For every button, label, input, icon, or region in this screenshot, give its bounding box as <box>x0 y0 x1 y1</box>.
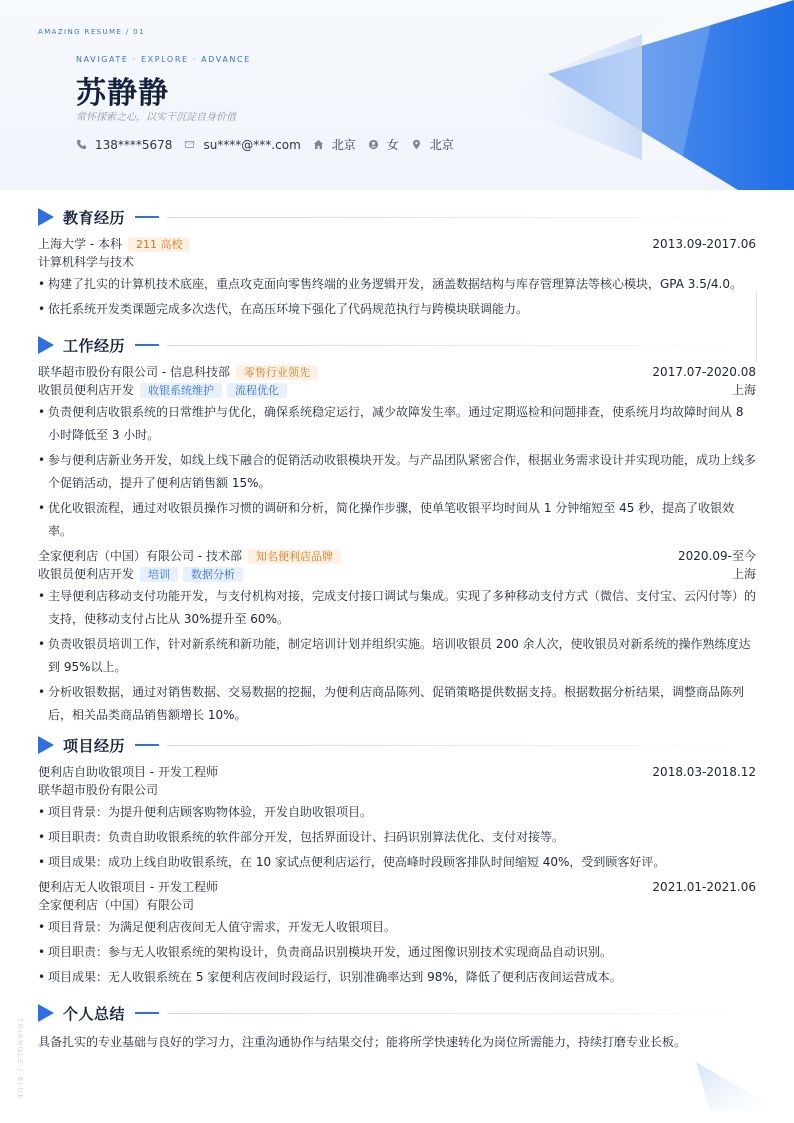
section-accent-dash <box>135 1012 159 1014</box>
company-name: 联华超市股份有限公司 - 信息科技部 <box>38 365 230 379</box>
job-role: 收银员便利店开发 <box>38 383 135 397</box>
contact-home <box>313 136 356 153</box>
section-divider <box>167 745 756 746</box>
candidate-name: 苏静静 <box>76 76 169 111</box>
section-header <box>38 735 756 755</box>
skill-tag: 流程优化 <box>227 383 287 398</box>
list-item: • 分析收银数据，通过对销售数据、交易数据的挖掘，为便利店商品陈列、促销策略提供数据支持。根据数据分析结果，调整商品陈列后，相关品类商品销售额增长 10%。 <box>38 681 756 727</box>
list-item: • 参与便利店新业务开发，如线上线下融合的促销活动收银模块开发。与产品团队紧密合作，根据业务需求设计并实现功能，成功上线多个促销活动，提升了便利店销售额 15%。 <box>38 449 756 495</box>
list-item: • 项目成果：成功上线自助收银系统，在 10 家试点便利店运行，使高峰时段顾客排队时间缩短 40%，受到顾客好评。 <box>38 851 756 874</box>
section-accent-dash <box>135 216 159 218</box>
project-date: 2018.03-2018.12 <box>652 765 756 779</box>
project-date: 2021.01-2021.06 <box>652 880 756 894</box>
major: 计算机科学与技术 <box>38 255 135 269</box>
project-org: 联华超市股份有限公司 <box>38 783 159 797</box>
gender-text: 女 <box>386 138 399 152</box>
work-date: 2017.07-2020.08 <box>652 365 756 379</box>
education-section <box>38 207 756 323</box>
work-section <box>38 335 756 729</box>
contact-email <box>184 138 300 152</box>
list-item: • 优化收银流程，通过对收银员操作习惯的调研和分析，简化操作步骤，使单笔收银平均时间从 1 分钟缩短至 45 秒，提高了收银效率。 <box>38 497 756 543</box>
section-header <box>38 335 756 355</box>
motto: 常怀探索之心，以实干沉淀自身价值 <box>76 112 236 123</box>
section-divider <box>167 1013 756 1014</box>
projects-section <box>38 735 756 991</box>
list-item: • 项目职责：参与无人收银系统的架构设计，负责商品识别模块开发，通过图像识别技术实现商品自动识别。 <box>38 941 756 964</box>
skill-tag: 培训 <box>140 567 178 582</box>
list-item: • 依托系统开发类课题完成多次迭代，在高压环境下强化了代码规范执行与跨模块联调能力。 <box>38 298 756 321</box>
list-item: • 负责收银员培训工作，针对新系统和新功能，制定培训计划并组织实施。培训收银员 200 余人次，使收银员对新系统的操作熟练度达到 95%以上。 <box>38 633 756 679</box>
work-entry <box>38 363 756 543</box>
list-item: • 项目背景：为提升便利店顾客购物体验，开发自助收银项目。 <box>38 801 756 824</box>
work-date: 2020.09-至今 <box>678 549 756 563</box>
tagline: NAVIGATE · EXPLORE · ADVANCE <box>76 55 251 64</box>
home-icon <box>313 139 324 150</box>
triangle-icon <box>38 208 54 226</box>
section-title: 项目经历 <box>63 736 126 755</box>
education-bullets <box>38 273 756 321</box>
section-accent-dash <box>135 344 159 346</box>
project-name: 便利店无人收银项目 - 开发工程师 <box>38 880 218 894</box>
phone-icon <box>76 139 87 150</box>
project-name: 便利店自助收银项目 - 开发工程师 <box>38 765 218 779</box>
section-divider <box>167 217 756 218</box>
company-tag: 知名便利店品牌 <box>248 549 341 564</box>
triangle-icon <box>38 736 54 754</box>
school-name: 上海大学 - 本科 <box>38 237 122 251</box>
list-item: • 主导便利店移动支付功能开发，与支付机构对接，完成支付接口调试与集成。实现了多种移动支付方式（微信、支付宝、云闪付等）的支持，使移动支付占比从 30%提升至 60%。 <box>38 585 756 631</box>
phone-text: 138****5678 <box>95 137 173 152</box>
email-text: su****@***.com <box>203 137 301 152</box>
work-city: 上海 <box>731 567 756 581</box>
location-pin-icon <box>411 139 422 150</box>
contact-gender <box>368 136 399 153</box>
work-city: 上海 <box>731 383 756 397</box>
section-header <box>38 1003 756 1023</box>
section-title: 工作经历 <box>63 336 126 355</box>
list-item: • 构建了扎实的计算机技术底座，重点攻克面向零售终端的业务逻辑开发，涵盖数据结构与库存管理算法等核心模块，GPA 3.5/4.0。 <box>38 273 756 296</box>
project-org: 全家便利店（中国）有限公司 <box>38 898 195 912</box>
side-watermark-text: TRIANGLE / BLUE <box>16 1018 24 1101</box>
school-tag: 211 高校 <box>128 237 191 252</box>
work-bullets <box>38 585 756 727</box>
list-item: • 项目成果：无人收银系统在 5 家便利店夜间时段运行，识别准确率达到 98%，降低了便利店夜间运营成本。 <box>38 966 756 989</box>
education-entry <box>38 235 756 321</box>
resume-eyebrow: AMAZING RESUME / 01 <box>38 28 145 36</box>
section-title: 个人总结 <box>63 1004 126 1023</box>
list-item: • 项目背景：为满足便利店夜间无人值守需求，开发无人收银项目。 <box>38 916 756 939</box>
list-item: • 负责便利店收银系统的日常维护与优化，确保系统稳定运行，减少故障发生率。通过定期巡检和问题排查，使系统月均故障时间从 8 小时降低至 3 小时。 <box>38 401 756 447</box>
summary-section <box>38 1003 756 1053</box>
section-accent-dash <box>135 744 159 746</box>
triangle-icon <box>38 1004 54 1022</box>
project-entry <box>38 763 756 874</box>
project-bullets <box>38 801 756 874</box>
location-text: 北京 <box>429 138 454 152</box>
contact-phone <box>76 138 172 152</box>
job-role: 收银员便利店开发 <box>38 567 135 581</box>
skill-tag: 数据分析 <box>183 567 243 582</box>
project-bullets <box>38 916 756 989</box>
work-bullets <box>38 401 756 543</box>
corner-triangle-decoration <box>690 1060 794 1123</box>
list-item: • 项目职责：负责自助收银系统的软件部分开发，包括界面设计、扫码识别算法优化、支付对接等。 <box>38 826 756 849</box>
section-header <box>38 207 756 227</box>
mail-icon <box>184 139 195 150</box>
company-tag: 零售行业领先 <box>236 365 318 380</box>
education-date: 2013.09-2017.06 <box>652 237 756 251</box>
section-title: 教育经历 <box>63 208 126 227</box>
home-text: 北京 <box>331 138 356 152</box>
project-entry <box>38 878 756 989</box>
company-name: 全家便利店（中国）有限公司 - 技术部 <box>38 549 242 563</box>
contact-location <box>411 136 454 153</box>
gender-icon <box>368 139 379 150</box>
contact-row <box>76 136 466 153</box>
skill-tag: 收银系统维护 <box>140 383 222 398</box>
triangle-icon <box>38 336 54 354</box>
summary-text: 具备扎实的专业基础与良好的学习力，注重沟通协作与结果交付；能将所学快速转化为岗位所需能力，持续打磨专业长板。 <box>38 1035 687 1049</box>
side-divider <box>756 292 757 362</box>
work-entry <box>38 547 756 727</box>
section-divider <box>167 345 756 346</box>
